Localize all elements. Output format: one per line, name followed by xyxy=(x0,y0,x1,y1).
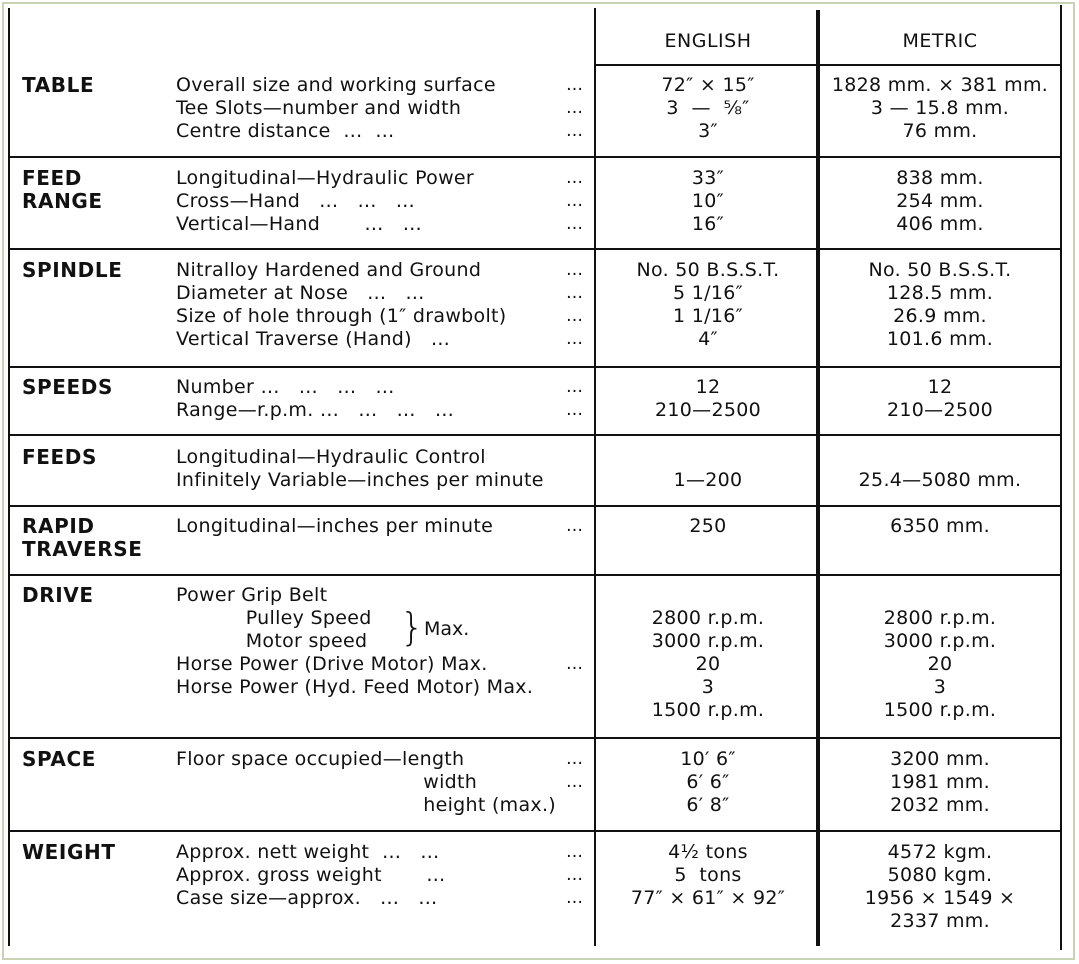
spec-label: Motor speed xyxy=(176,630,368,652)
metric-value: 20 xyxy=(927,653,953,675)
metric-value: 406 mm. xyxy=(896,213,984,235)
spec-label: Approx. gross weight … xyxy=(176,864,446,886)
section-title: RAPID TRAVERSE xyxy=(22,514,143,561)
row-divider xyxy=(8,434,1062,436)
spec-label: Floor space occupied—length xyxy=(176,748,465,770)
spec-label: width xyxy=(176,771,478,793)
spec-label: Horse Power (Hyd. Feed Motor) Max. xyxy=(176,676,534,698)
english-value: 3 — ⅝″ xyxy=(666,97,750,119)
spec-label: Overall size and working surface xyxy=(176,74,496,96)
metric-value: 3000 r.p.m. xyxy=(883,630,997,652)
leader-dots: … xyxy=(566,75,584,95)
english-value: 72″ × 15″ xyxy=(661,74,755,96)
spec-label: Longitudinal—inches per minute xyxy=(176,515,494,537)
metric-value: 210—2500 xyxy=(886,399,994,421)
spec-label: Horse Power (Drive Motor) Max. xyxy=(176,653,488,675)
metric-value: 838 mm. xyxy=(896,167,984,189)
leader-dots: … xyxy=(566,377,584,397)
english-value: 16″ xyxy=(691,213,725,235)
leader-dots: … xyxy=(566,772,584,792)
metric-value: 1956 × 1549 × xyxy=(864,887,1016,909)
english-value: No. 50 B.S.S.T. xyxy=(636,259,780,281)
spec-label: Longitudinal—Hydraulic Power xyxy=(176,167,475,189)
section-title: SPEEDS xyxy=(22,375,113,399)
metric-value: 25.4—5080 mm. xyxy=(858,469,1022,491)
metric-value: 2337 mm. xyxy=(890,910,990,932)
row-divider xyxy=(8,505,1062,507)
spec-label: Infinitely Variable—inches per minute xyxy=(176,469,544,491)
spec-label: Pulley Speed xyxy=(176,607,372,629)
metric-value: 12 xyxy=(927,376,953,398)
english-value: 5 1/16″ xyxy=(673,282,743,304)
leader-dots: … xyxy=(566,842,584,862)
english-value: 1—200 xyxy=(673,469,743,491)
english-value: 3″ xyxy=(698,120,718,142)
english-value: 10′ 6″ xyxy=(680,748,736,770)
spec-label: Nitralloy Hardened and Ground xyxy=(176,259,482,281)
leader-dots: … xyxy=(566,283,584,303)
leader-dots: … xyxy=(566,749,584,769)
metric-value: 3 xyxy=(933,676,947,698)
spec-label: Tee Slots—number and width xyxy=(176,97,462,119)
leader-dots: … xyxy=(566,329,584,349)
leader-dots: … xyxy=(566,191,584,211)
section-title: SPINDLE xyxy=(22,258,123,282)
english-value: 10″ xyxy=(691,190,725,212)
leader-dots: … xyxy=(566,214,584,234)
metric-value: 26.9 mm. xyxy=(893,305,987,327)
spec-label: Vertical—Hand … … xyxy=(176,213,423,235)
leader-dots: … xyxy=(566,168,584,188)
row-divider xyxy=(8,156,1062,158)
section-title: DRIVE xyxy=(22,583,94,607)
section-title: FEED RANGE xyxy=(22,166,103,213)
row-divider xyxy=(8,574,1062,576)
metric-value: 128.5 mm. xyxy=(886,282,994,304)
leader-dots: … xyxy=(566,98,584,118)
spec-label: Cross—Hand … … … xyxy=(176,190,416,212)
metric-value: 254 mm. xyxy=(896,190,984,212)
metric-value: 101.6 mm. xyxy=(886,328,994,350)
metric-value: 1500 r.p.m. xyxy=(883,699,997,721)
section-title: WEIGHT xyxy=(22,840,116,864)
spec-label: Longitudinal—Hydraulic Control xyxy=(176,446,486,468)
english-value: 3000 r.p.m. xyxy=(651,630,765,652)
spec-label: Size of hole through (1″ drawbolt) xyxy=(176,305,507,327)
metric-value: No. 50 B.S.S.T. xyxy=(868,259,1012,281)
english-value: 20 xyxy=(695,653,721,675)
spec-label: Diameter at Nose … … xyxy=(176,282,425,304)
header-divider xyxy=(594,64,1062,66)
english-value: 2800 r.p.m. xyxy=(651,607,765,629)
english-value: 33″ xyxy=(691,167,725,189)
row-divider xyxy=(8,366,1062,368)
metric-value: 4572 kgm. xyxy=(887,841,993,863)
spec-label: Centre distance … … xyxy=(176,120,395,142)
leader-dots: … xyxy=(566,306,584,326)
english-value: 3 xyxy=(701,676,715,698)
section-title: SPACE xyxy=(22,747,97,771)
spec-label: Power Grip Belt xyxy=(176,584,328,606)
english-value: 1500 r.p.m. xyxy=(651,699,765,721)
english-value: 210—2500 xyxy=(654,399,762,421)
leader-dots: … xyxy=(566,400,584,420)
metric-value: 3200 mm. xyxy=(890,748,990,770)
english-value: 4½ tons xyxy=(668,841,748,863)
leader-dots: … xyxy=(566,888,584,908)
spec-label: Number … … … … xyxy=(176,376,395,398)
leader-dots: … xyxy=(566,121,584,141)
metric-value: 5080 kgm. xyxy=(887,864,993,886)
leader-dots: … xyxy=(566,654,584,674)
english-value: 6′ 8″ xyxy=(686,794,730,816)
header-metric: METRIC xyxy=(902,30,978,52)
spec-label: Approx. nett weight … … xyxy=(176,841,440,863)
spec-label: height (max.) xyxy=(176,794,557,816)
brace-symbol: } xyxy=(400,605,425,649)
header-english: ENGLISH xyxy=(664,30,752,52)
metric-value: 2032 mm. xyxy=(890,794,990,816)
english-value: 6′ 6″ xyxy=(686,771,730,793)
row-divider xyxy=(8,248,1062,250)
brace-label: Max. xyxy=(424,618,470,640)
column-divider-english xyxy=(594,8,596,946)
leader-dots: … xyxy=(566,260,584,280)
leader-dots: … xyxy=(566,516,584,536)
metric-value: 6350 mm. xyxy=(890,515,990,537)
english-value: 12 xyxy=(695,376,721,398)
spec-label: Range—r.p.m. … … … … xyxy=(176,399,455,421)
english-value: 1 1/16″ xyxy=(673,305,743,327)
metric-value: 3 — 15.8 mm. xyxy=(870,97,1010,119)
section-title: FEEDS xyxy=(22,445,97,469)
row-divider xyxy=(8,830,1062,832)
english-value: 77″ × 61″ × 92″ xyxy=(630,887,786,909)
leader-dots: … xyxy=(566,865,584,885)
english-value: 5 tons xyxy=(674,864,742,886)
spec-label: Vertical Traverse (Hand) … xyxy=(176,328,451,350)
table-left-border xyxy=(8,8,10,946)
english-value: 4″ xyxy=(698,328,718,350)
row-divider xyxy=(8,737,1062,739)
metric-value: 76 mm. xyxy=(902,120,978,142)
spec-label: Case size—approx. … … xyxy=(176,887,438,909)
metric-value: 1981 mm. xyxy=(890,771,990,793)
metric-value: 1828 mm. × 381 mm. xyxy=(831,74,1049,96)
metric-value: 2800 r.p.m. xyxy=(883,607,997,629)
section-title: TABLE xyxy=(22,73,95,97)
english-value: 250 xyxy=(689,515,727,537)
table-right-border xyxy=(1060,5,1062,950)
